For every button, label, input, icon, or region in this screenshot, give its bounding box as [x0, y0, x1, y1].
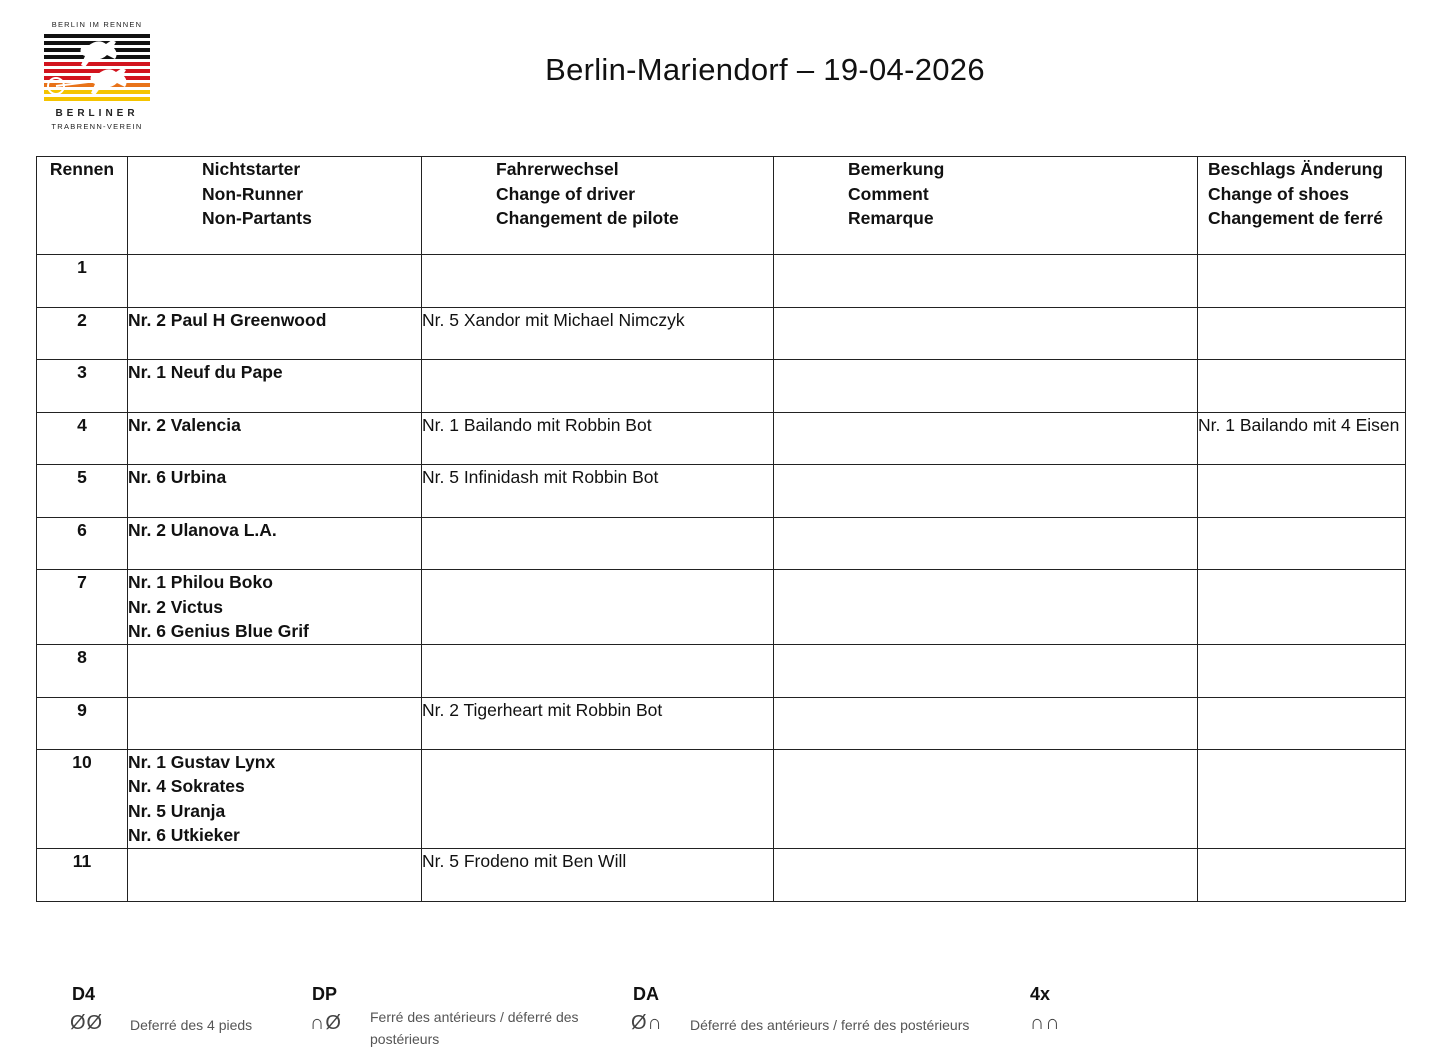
legend-desc: Ferré des antérieurs / déferré des postérieurs	[370, 1009, 579, 1047]
comment-cell	[774, 749, 1198, 848]
race-number: 1	[37, 255, 128, 308]
race-number: 7	[37, 570, 128, 645]
shoe-change-cell	[1198, 749, 1406, 848]
nonrunner-entry: Nr. 2 Valencia	[128, 415, 241, 435]
header-label: Change of shoes	[1208, 183, 1349, 204]
table-row	[37, 360, 1406, 413]
comment-cell	[774, 465, 1198, 518]
table-header-row	[37, 157, 1406, 255]
comment-cell	[774, 360, 1198, 413]
driver-change-cell	[422, 360, 774, 413]
nonrunner-cell	[128, 413, 422, 465]
driver-change-cell	[422, 749, 774, 848]
driver-change-cell: Nr. 5 Infinidash mit Robbin Bot	[422, 465, 774, 518]
race-number: 11	[37, 848, 128, 901]
nonrunner-cell	[128, 360, 422, 413]
nonrunner-cell	[128, 518, 422, 570]
comment-cell	[774, 848, 1198, 901]
nonrunner-entry: Nr. 1 Gustav Lynx	[128, 751, 276, 772]
shoe-change-cell	[1198, 518, 1406, 570]
legend-code: DA	[633, 984, 659, 1004]
shoe-symbol-icon: ∩Ø	[310, 1012, 342, 1034]
nonrunner-cell	[128, 644, 422, 697]
header-label: Beschlags Änderung	[1208, 159, 1384, 179]
header-label: Remarque	[848, 208, 934, 228]
comment-cell	[774, 255, 1198, 308]
table-row	[37, 697, 1406, 749]
legend-desc: Deferré des 4 pieds	[130, 1017, 253, 1033]
race-number: 10	[37, 749, 128, 848]
race-number: 9	[37, 697, 128, 749]
driver-change-cell: Nr. 2 Tigerheart mit Robbin Bot	[422, 697, 774, 749]
comment-cell	[774, 570, 1198, 645]
table-row	[37, 848, 1406, 901]
table-row	[37, 518, 1406, 570]
table-row	[37, 749, 1406, 848]
legend-code: DP	[312, 984, 338, 1004]
nonrunner-entry: Nr. 2 Ulanova L.A.	[128, 520, 277, 540]
comment-cell	[774, 644, 1198, 697]
comment-cell	[774, 413, 1198, 465]
driver-change-cell: Nr. 5 Xandor mit Michael Nimczyk	[422, 308, 774, 360]
header-label: Changement de ferré	[1208, 208, 1384, 228]
header-label: Bemerkung	[848, 159, 945, 179]
race-number: 6	[37, 518, 128, 570]
table-row	[37, 644, 1406, 697]
race-number: 4	[37, 413, 128, 465]
shoe-change-cell	[1198, 465, 1406, 518]
table-row	[37, 570, 1406, 645]
legend-code: D4	[72, 984, 96, 1004]
nonrunner-cell	[128, 570, 422, 645]
table-row	[37, 308, 1406, 360]
header-beschlag	[1198, 157, 1406, 255]
shoe-symbol-icon: ∩∩	[1030, 1012, 1061, 1034]
shoe-change-cell	[1198, 570, 1406, 645]
header-rennen-label: Rennen	[49, 159, 115, 179]
nonrunner-cell	[128, 697, 422, 749]
header-label: Changement de pilote	[496, 208, 679, 228]
nonrunner-entry: Nr. 5 Uranja	[128, 800, 226, 821]
driver-change-cell	[422, 570, 774, 645]
legend-d4	[72, 984, 292, 1054]
legend-da	[633, 984, 1013, 1054]
shoe-change-cell	[1198, 360, 1406, 413]
shoe-change-cell	[1198, 255, 1406, 308]
nonrunner-table	[36, 156, 1406, 902]
shoe-symbol-icon: ØØ	[70, 1012, 104, 1034]
comment-cell	[774, 308, 1198, 360]
table-row	[37, 413, 1406, 465]
nonrunner-entry: Nr. 1 Philou Boko	[128, 572, 273, 592]
nonrunner-cell	[128, 749, 422, 848]
logo-top-text: BERLIN IM RENNEN	[51, 20, 143, 29]
nonrunner-entry: Nr. 6 Utkieker	[128, 825, 240, 845]
header-nichtstarter	[128, 157, 422, 255]
legend-4x	[1030, 984, 1150, 1054]
driver-change-cell: Nr. 5 Frodeno mit Ben Will	[422, 848, 774, 901]
nonrunner-entry: Nr. 4 Sokrates	[128, 776, 245, 796]
header-label: Non-Runner	[202, 183, 304, 204]
driver-change-cell	[422, 644, 774, 697]
page-title: Berlin-Mariendorf – 19-04-2026	[545, 52, 985, 87]
nonrunner-cell	[128, 308, 422, 360]
nonrunner-entry: Nr. 6 Urbina	[128, 467, 227, 487]
nonrunner-entry: Nr. 2 Victus	[128, 596, 224, 617]
nonrunner-cell	[128, 255, 422, 308]
legend-desc: Déferré des antérieurs / ferré des postérieurs	[690, 1017, 970, 1033]
nonrunner-entry: Nr. 2 Paul H Greenwood	[128, 310, 327, 330]
shoe-change-cell	[1198, 644, 1406, 697]
table-row	[37, 255, 1406, 308]
header-rennen	[37, 157, 128, 255]
logo-subtitle: TRABRENN-VEREIN	[51, 122, 143, 131]
header-fahrerwechsel	[422, 157, 774, 255]
table-row	[37, 465, 1406, 518]
driver-change-cell: Nr. 1 Bailando mit Robbin Bot	[422, 413, 774, 465]
header-label: Fahrerwechsel	[496, 159, 619, 179]
legend-dp	[312, 984, 612, 1054]
race-number: 8	[37, 644, 128, 697]
race-number: 2	[37, 308, 128, 360]
header-label: Change of driver	[496, 183, 636, 204]
shoe-change-cell: Nr. 1 Bailando mit 4 Eisen	[1198, 413, 1406, 465]
race-number: 3	[37, 360, 128, 413]
nonrunner-entry: Nr. 6 Genius Blue Grif	[128, 621, 309, 641]
nonrunner-cell	[128, 465, 422, 518]
shoe-change-cell	[1198, 848, 1406, 901]
nonrunner-cell	[128, 848, 422, 901]
race-number: 5	[37, 465, 128, 518]
driver-change-cell	[422, 518, 774, 570]
header-bemerkung	[774, 157, 1198, 255]
shoe-symbol-icon: Ø∩	[631, 1012, 663, 1034]
legend-code: 4x	[1030, 984, 1051, 1004]
header-label: Comment	[848, 183, 929, 204]
header-label: Non-Partants	[202, 208, 312, 228]
driver-change-cell	[422, 255, 774, 308]
comment-cell	[774, 518, 1198, 570]
comment-cell	[774, 697, 1198, 749]
shoe-change-cell	[1198, 697, 1406, 749]
shoe-change-cell	[1198, 308, 1406, 360]
header-label: Nichtstarter	[202, 159, 301, 179]
nonrunner-entry: Nr. 1 Neuf du Pape	[128, 362, 283, 382]
table-body	[37, 255, 1406, 902]
logo-brand: BERLINER	[55, 108, 139, 119]
